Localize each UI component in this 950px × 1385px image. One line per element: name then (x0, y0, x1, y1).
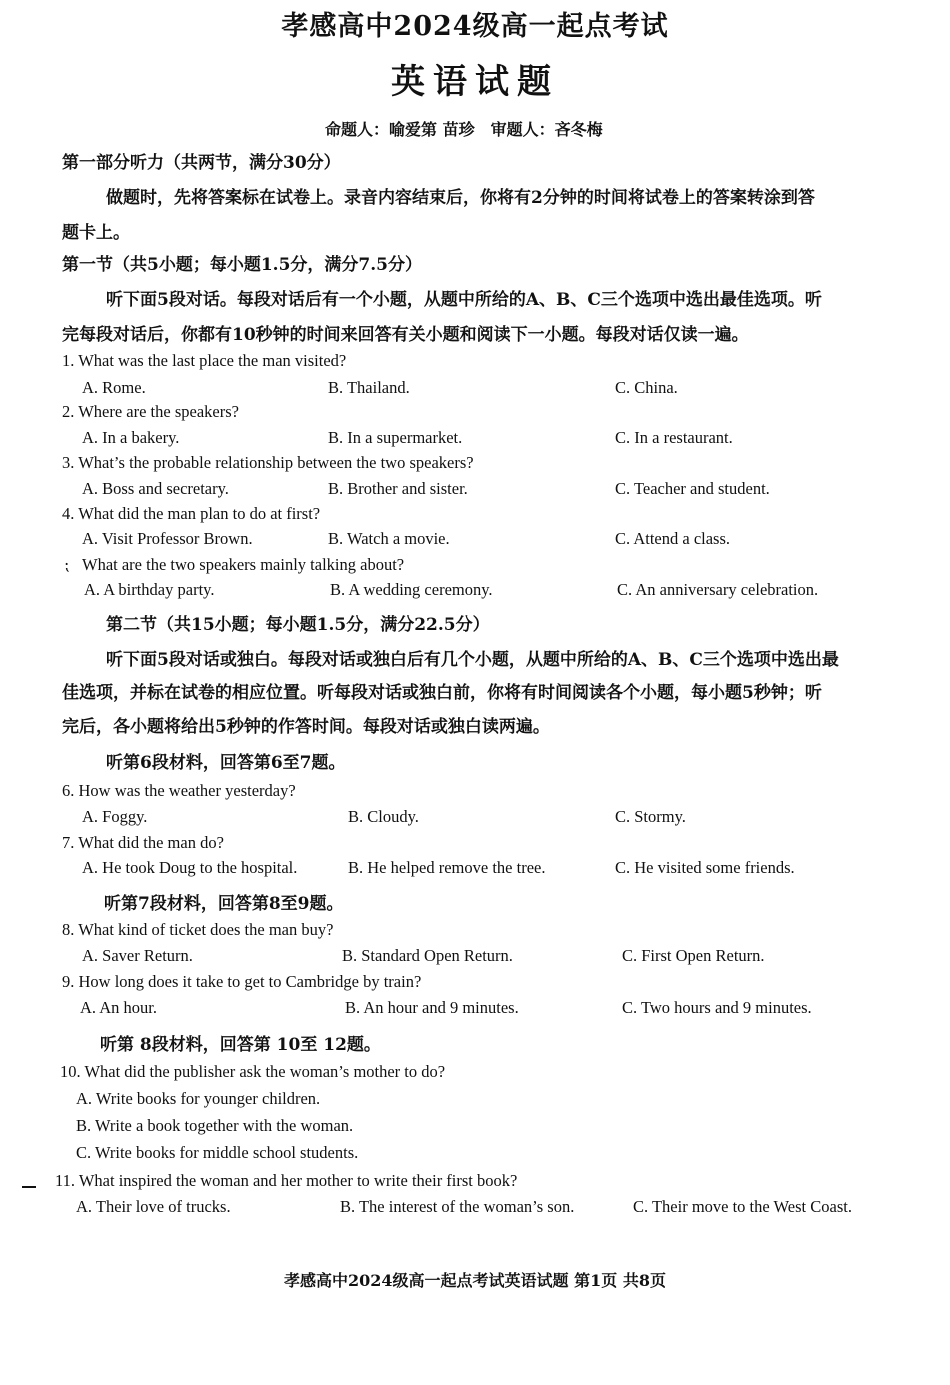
q1-option-c: C. China. (615, 378, 678, 397)
exam-title: 孝感高中2024级高一起点考试 (281, 11, 669, 42)
exam-subtitle: 英语试题 (391, 62, 559, 102)
section1-intro-line1: 听下面5段对话。每段对话后有一个小题，从题中所给的A、B、C三个选项中选出最佳选项。听 (106, 290, 822, 310)
q6-option-b: B. Cloudy. (348, 807, 419, 826)
question-9: 9. How long does it take to get to Cambridge by train? (62, 972, 422, 991)
material-8-instruction: 听第 8段材料，回答第 10至 12题。 (100, 1035, 381, 1055)
q7-option-a: A. He took Doug to the hospital. (82, 858, 298, 877)
q3-option-c: C. Teacher and student. (615, 479, 770, 498)
q5-option-c: C. An anniversary celebration. (617, 580, 819, 599)
q10-option-c: C. Write books for middle school students. (76, 1143, 359, 1162)
q4-option-a: A. Visit Professor Brown. (82, 529, 253, 548)
q8-option-b: B. Standard Open Return. (342, 946, 513, 965)
q7-option-c: C. He visited some friends. (615, 858, 795, 877)
question-11: 11. What inspired the woman and her mother to write their first book? (55, 1171, 518, 1190)
question-6: 6. How was the weather yesterday? (62, 781, 296, 800)
q10-option-b: B. Write a book together with the woman. (76, 1116, 354, 1135)
margin-dash (22, 1186, 36, 1188)
q1-option-a: A. Rome. (82, 378, 146, 397)
q5-option-b: B. A wedding ceremony. (330, 580, 493, 599)
q5-number-mark: ⁏ (64, 555, 70, 574)
question-1: 1. What was the last place the man visited? (62, 351, 347, 370)
question-8: 8. What kind of ticket does the man buy? (62, 920, 334, 939)
q11-option-c: C. Their move to the West Coast. (633, 1197, 852, 1216)
q9-option-c: C. Two hours and 9 minutes. (622, 998, 812, 1017)
question-10: 10. What did the publisher ask the woman’s mother to do? (60, 1062, 446, 1081)
q8-option-a: A. Saver Return. (82, 946, 193, 965)
material-6-instruction: 听第6段材料，回答第6至7题。 (106, 753, 346, 773)
q2-option-a: A. In a bakery. (82, 428, 180, 447)
section1-intro-line2: 完每段对话后，你都有10秒钟的时间来回答有关小题和阅读下一小题。每段对话仅读一遍。 (62, 325, 749, 345)
material-7-instruction: 听第7段材料，回答第8至9题。 (104, 894, 344, 914)
question-5: What are the two speakers mainly talking about? (82, 555, 405, 574)
q10-option-a: A. Write books for younger children. (76, 1089, 321, 1108)
section2-heading: 第二节（共15小题；每小题1.5分，满分22.5分） (106, 615, 490, 635)
question-7: 7. What did the man do? (62, 833, 224, 852)
q4-option-c: C. Attend a class. (615, 529, 731, 548)
q3-option-b: B. Brother and sister. (328, 479, 468, 498)
section2-intro-line1: 听下面5段对话或独白。每段对话或独白后有几个小题，从题中所给的A、B、C三个选项中选出最 (106, 650, 839, 670)
section1-heading: 第一节（共5小题；每小题1.5分，满分7.5分） (62, 255, 422, 275)
exam-authors: 命题人：喻爱第 苗珍 审题人：吝冬梅 (325, 120, 603, 139)
q1-option-b: B. Thailand. (328, 378, 410, 397)
q11-option-b: B. The interest of the woman’s son. (340, 1197, 575, 1216)
q6-option-a: A. Foggy. (82, 807, 148, 826)
question-2: 2. Where are the speakers? (62, 402, 239, 421)
section2-intro-line2: 佳选项，并标在试卷的相应位置。听每段对话或独白前，你将有时间阅读各个小题，每小题5秒钟；听 (62, 683, 822, 703)
q2-option-c: C. In a restaurant. (615, 428, 733, 447)
q3-option-a: A. Boss and secretary. (82, 479, 229, 498)
q6-option-c: C. Stormy. (615, 807, 686, 826)
page-footer: 孝感高中2024级高一起点考试英语试题 第1页 共8页 (284, 1271, 666, 1290)
q9-option-a: A. An hour. (80, 998, 158, 1017)
q2-option-b: B. In a supermarket. (328, 428, 463, 447)
part1-intro-line1: 做题时，先将答案标在试卷上。录音内容结束后，你将有2分钟的时间将试卷上的答案转涂到答 (106, 188, 815, 208)
section2-intro-line3: 完后，各小题将给出5秒钟的作答时间。每段对话或独白读两遍。 (62, 717, 550, 737)
part1-intro-line2: 题卡上。 (62, 223, 130, 243)
q11-option-a: A. Their love of trucks. (76, 1197, 231, 1216)
q9-option-b: B. An hour and 9 minutes. (345, 998, 519, 1017)
q5-option-a: A. A birthday party. (84, 580, 215, 599)
q4-option-b: B. Watch a movie. (328, 529, 450, 548)
q7-option-b: B. He helped remove the tree. (348, 858, 546, 877)
part1-heading: 第一部分听力（共两节，满分30分） (62, 153, 341, 173)
q8-option-c: C. First Open Return. (622, 946, 765, 965)
question-3: 3. What’s the probable relationship between the two speakers? (62, 453, 474, 472)
question-4: 4. What did the man plan to do at first? (62, 504, 321, 523)
